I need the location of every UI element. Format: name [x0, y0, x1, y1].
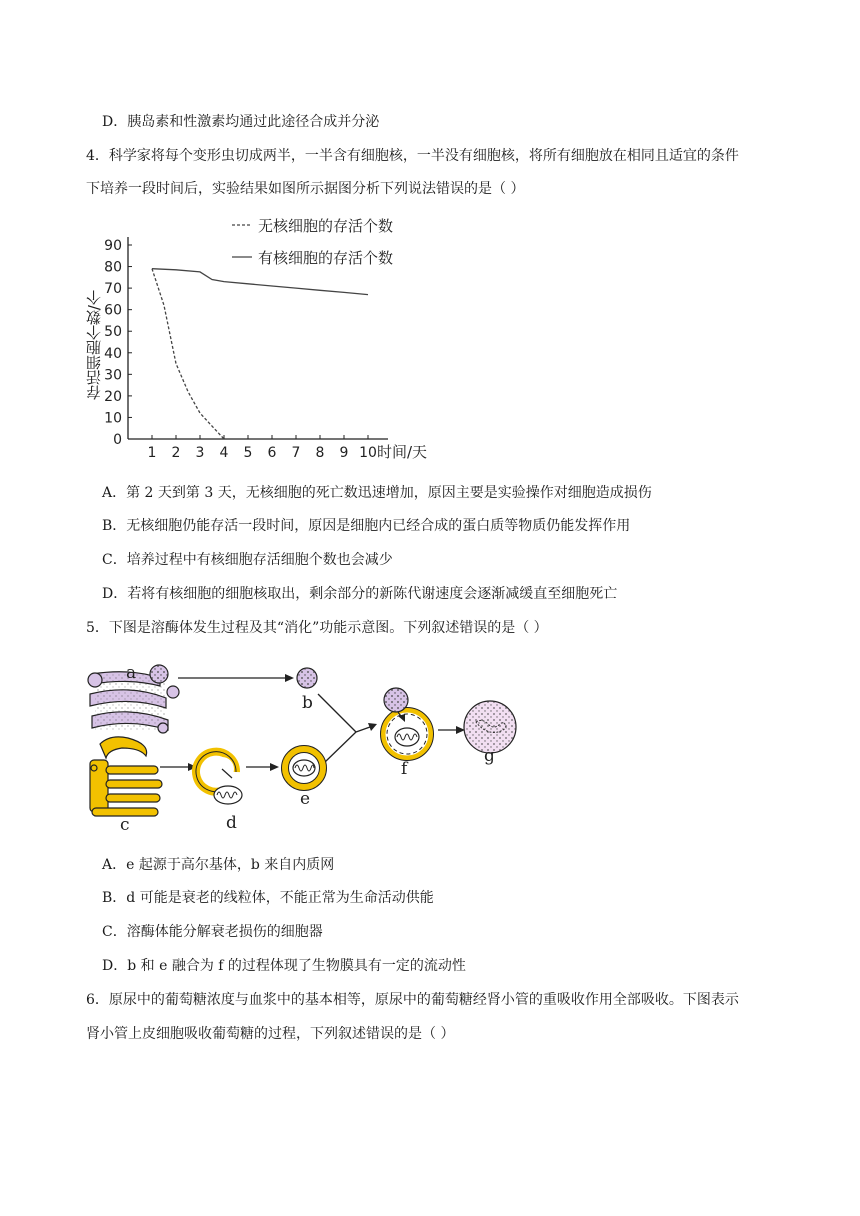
x-tick-label: 6 [267, 445, 277, 461]
label-a: a [126, 663, 137, 683]
y-tick-label: 80 [104, 259, 122, 276]
mitochondrion-d [214, 786, 242, 804]
endoplasmic-reticulum-c [90, 737, 162, 816]
legend-label-nucleate: 有核细胞的存活个数 [258, 249, 394, 267]
y-axis-label-vertical: 存活细胞个数/个 [85, 290, 103, 401]
label-g: g [484, 746, 495, 766]
x-tick-label: 7 [291, 445, 301, 461]
q6-stem-line2: 肾小管上皮细胞吸收葡萄糖的过程，下列叙述错误的是（ ） [86, 1026, 455, 1042]
y-tick-label: 60 [104, 302, 122, 319]
autophagosome-e [282, 746, 327, 791]
y-tick-label: 50 [104, 324, 122, 341]
y-tick-label: 0 [113, 432, 122, 448]
q4-option-d: D．若将有核细胞的细胞核取出，剩余部分的新陈代谢速度会逐渐减缓直至细胞死亡 [102, 586, 618, 602]
x-tick-label: 2 [171, 445, 181, 461]
q4-option-a: A．第 2 天到第 3 天，无核细胞的死亡数迅速增加，原因主要是实验操作对细胞造成损伤 [102, 485, 652, 501]
chart-legend [232, 217, 393, 267]
q5-stem: 5．下图是溶酶体发生过程及其“消化”功能示意图。下列叙述错误的是（ ） [86, 620, 548, 636]
legend-label-anucleate: 无核细胞的存活个数 [258, 217, 394, 235]
q6-stem-line1: 6．原尿中的葡萄糖浓度与血浆中的基本相等，原尿中的葡萄糖经肾小管的重吸收作用全部吸收。下图表示 [86, 992, 739, 1008]
x-tick-label: 10 [359, 445, 377, 461]
x-tick-label: 3 [195, 445, 205, 461]
x-tick-label: 4 [219, 445, 229, 461]
x-tick-label: 1 [147, 445, 157, 461]
x-tick-label: 8 [315, 445, 325, 461]
q3-option-d: D．胰岛素和性激素均通过此途径合成并分泌 [102, 114, 380, 130]
q5-option-d: D．b 和 e 融合为 f 的过程体现了生物膜具有一定的流动性 [102, 958, 466, 974]
q4-option-b: B．无核细胞仍能存活一段时间，原因是细胞内已经合成的蛋白质等物质仍能发挥作用 [102, 518, 631, 534]
series-line-anucleate [152, 269, 224, 439]
x-tick-label: 5 [243, 445, 253, 461]
series-line-nucleate [152, 269, 368, 295]
q4-stem-line2: 下培养一段时间后，实验结果如图所示据图分析下列说法错误的是（ ） [86, 181, 525, 197]
label-c: c [120, 815, 130, 835]
y-tick-label: 40 [104, 345, 122, 362]
y-tick-label: 90 [104, 238, 122, 254]
label-e: e [300, 789, 311, 809]
y-tick-label: 10 [104, 410, 122, 427]
q5-option-a: A．e 起源于高尔基体，b 来自内质网 [102, 857, 335, 873]
label-f: f [401, 759, 408, 779]
q5-option-c: C．溶酶体能分解衰老损伤的细胞器 [102, 924, 323, 940]
survival-chart [0, 205, 860, 465]
lysosome-diagram [0, 652, 860, 852]
x-axis-label: 时间/天 [377, 443, 428, 461]
q5-option-b: B．d 可能是衰老的线粒体，不能正常为生命活动供能 [102, 890, 434, 906]
y-tick-label: 70 [104, 281, 122, 298]
q4-option-c: C．培养过程中有核细胞存活细胞个数也会减少 [102, 552, 393, 568]
label-d: d [226, 813, 237, 833]
secondary-lysosome-f [381, 688, 434, 761]
x-tick-label: 9 [339, 445, 349, 461]
y-tick-label: 30 [104, 367, 122, 384]
primary-lysosome-b [297, 668, 317, 688]
q4-stem-line1: 4．科学家将每个变形虫切成两半，一半含有细胞核，一半没有细胞核，将所有细胞放在相同且适宜的条件 [86, 148, 739, 164]
y-tick-label: 20 [104, 388, 122, 405]
label-b: b [302, 693, 313, 713]
